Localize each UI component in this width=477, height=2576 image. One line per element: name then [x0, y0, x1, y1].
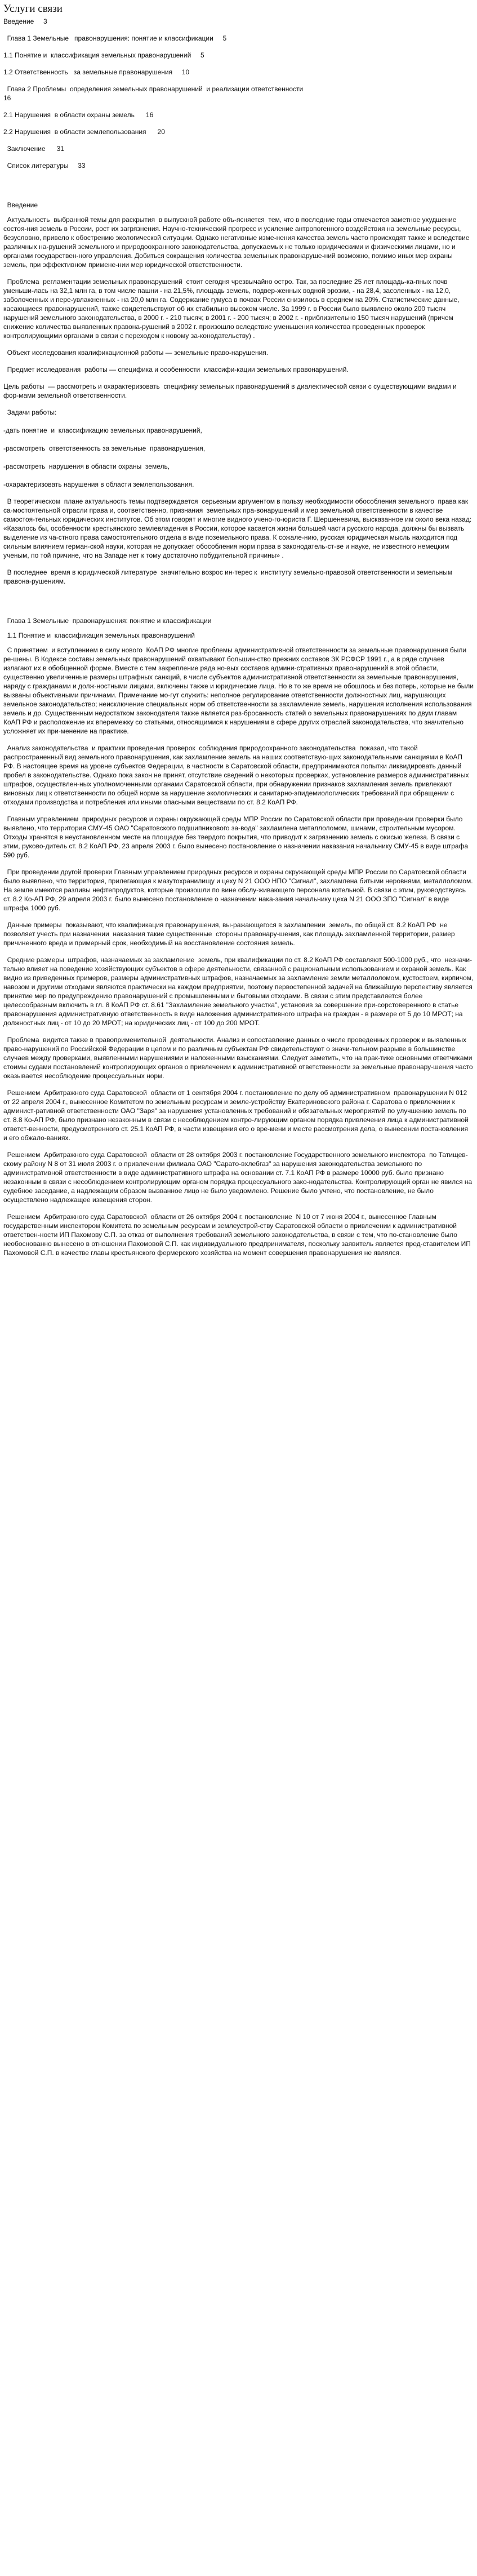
intro-paragraph: В последнее время в юридической литературе значительно возрос ин-терес к институту земельно-правовой ответственности и земельным правона-рушениям.	[3, 568, 454, 585]
intro-heading: Введение	[3, 201, 38, 209]
chapter-paragraph: Данные примеры показывают, что квалификация правонарушения, вы-ражающегося в захламлении земель, по общей ст. 8.2 КоАП РФ не позволяет учесть при назначении наказания такие существенные стороны правонару-шения, как площадь захламленной территории, размер причиненного вреда и примерный срок, необходимый на восстановление состояния земель.	[3, 921, 457, 947]
intro-paragraph: В теоретическом плане актуальность темы подтверждается серьезным аргументом в пользу необходимости обособления земельного права как са-мостоятельной отрасли права и, соответственно, признания земельных пра-вонарушений и мер земельной ответственности в качестве самостоя-тельных юридических институтов. Об этом говорят и многие видного учено-го-юриста Г. Шершеневича, высказанное им около века назад: «Казалось бы, особенности крестьянского землевладения в России, которое касается жизни большей части русского народа, должны бы вызвать выделение из ча-стного права самостоятельного отдела в виде поземельного права. К сожале-нию, русская юридическая мысль находится под сильным влиянием герман-ской науки, которая не допускает обособления норм права в законодатель-ст-ве и науке, не известного немецким ученым, по той причине, что на Западе нет к тому достаточно побудительной причины» .	[3, 497, 474, 559]
chapter-1-section	[3, 616, 474, 1257]
chapter-paragraph: При проведении другой проверки Главным управлением природных ресурсов и охраны окружающей среды МПР России по Саратовской области было выявлено, что территория, прилегающая к мазутохранилищу и цеху N 21 ООО НПО "Сигнал", захламлена битыми неровнями, металлоломом. На земле имеются разливы нефтепродуктов, которые произошли по вине обслу-живающего персонала котельной. В связи с этим, руководствуясь ст. 8.2 Ко-АП РФ, 29 апреля 2003 г. было вынесено постановление о назначении нака-зания начальнику цеха N 21 ООО ЗПО "Сигнал" в виде штрафа 1000 руб.	[3, 868, 475, 912]
intro-paragraph: Проблема регламентации земельных правонарушений стоит сегодня чрезвычайно остро. Так, за последние 25 лет площадь-ка-пных почв уменьши-лась на 32,1 млн га, в том числе пашни - на 21,5%, площадь земель, подвер-женных водной эрозии, - на 28,4, засоленных - на 12,0, заболоченных и пере-увлажненных - на 20,0 млн га. Содержание гумуса в почвах России снизилось в среднем на 20%. Статистические данные, касающиеся правонарушений, также свидетельствуют об их стабильно высоком числе. За 1999 г. в России было выявлено около 200 тысяч нарушений земельного законодательства, в 2000 г. - 210 тысяч; в 2001 г. - 200 тысяч; в 2002 г. - приблизительно 150 тысяч нарушений (причем снижение количества выявленных правона-рушений в 2002 г. произошло вследствие уменьшения количества проведенных проверок контролирующими органами в связи с переходом к новому за-конодательству) .	[3, 278, 461, 340]
intro-paragraph: Объект исследования квалификационной работы — земельные право-нарушения.	[3, 349, 269, 357]
intro-paragraph: Цель работы — рассмотреть и охарактеризовать специфику земельных правонарушений в диалектической связи с существующими видами и фор-мами земельной ответственности.	[3, 382, 459, 399]
chapter-paragraph: Решением Арбитражного суда Саратовской области от 26 октября 2004 г. постановление N 10 от 7 июня 2004 г., вынесенное Главным государственным инспектором Комитета по земельным ресурсам и землеустрой-ству Саратовской области о привлечении к административной ответствен-ности ИП Пахомову С.П. за отказ от выполнения требований земельного законодательства, в связи с тем, что по-становление было необоснованно вынесено в отношении Пахомовой С.П. как индивидуального предпринимателя, поскольку заявитель является пред-ставителем ИП Пахомовой С.П. в качестве главы крестьянского фермерского хозяйства на момент совершения правонарушения не являлся.	[3, 1213, 473, 1257]
introduction-section	[3, 201, 474, 586]
toc-chapter-1: Глава 1 Земельные правонарушения: понятие и классификации 5	[3, 34, 227, 42]
chapter-paragraph: Проблема видится также в правоприменительной деятельности. Анализ и сопоставление данных о числе проведенных проверок и выявленных право-нарушений по Российской Федерации в целом и по различным субъектам РФ свидетельствуют о значи-тельном разрыве в большинстве случаев между проверками, выявленными нарушениями и наложенными взысканиями. Следует заметить, что на прак-тике основными ответчиками стоимы судами постановлений контролирующих органов о привлечении к административной ответственности за земельные правонару-шения часто оказывается несоблюдение процессуальных норм.	[3, 1036, 475, 1080]
toc-section-2-2: 2.2 Нарушения в области землепользования 20	[3, 128, 165, 136]
intro-paragraph: Актуальность выбранной темы для раскрытия в выпускной работе объ-ясняется тем, что в последние годы отмечается заметное ухудшение состоя-ния земель в России, рост их загрязнения. Научно-технический прогресс и усиление антропогенного воздействия на земельные ресурсы, безусловно, привело к обострению экологической ситуации. Однако негативные изме-нения качества земель часто происходят также и вследствие различных на-рушений земельного и природоохранного законодательства, допускаемых не только юридическими и физическими лицами, но и органами государствен-ного управления. Добиться сокращения количества земельных правонаруше-ний возможно, помимо иных мер охраны земель, при эффективном примене-нии мер юридической ответственности.	[3, 216, 471, 269]
document-title: Услуги связи	[3, 3, 63, 15]
spacer	[3, 594, 474, 616]
intro-paragraph: Предмет исследования работы — специфика и особенности классифи-кации земельных правонарушений.	[3, 366, 349, 373]
chapter-paragraph: Решением Арбитражного суда Саратовской области от 1 сентября 2004 г. постановление по делу об административном правонарушении N 012 от 22 апреля 2004 г., вынесенное Комитетом по земельным ресурсам и земле-устройству Екатериновского района г. Саратова о привлечении к админист-ративной ответственности ОАО "Заря" за нарушения установленных требований и обязательных мероприятий по улучшению земель по ст. 8.8 Ко-АП РФ, было признано незаконным в связи с несоблюдением контро-лирующим органом порядка привлечения лица к административной ответст-венности, предусмотренного ст. 25.1 КоАП РФ, в части извещения его о вре-мени и месте рассмотрения дела, о вынесении постановления и его обжало-ваниях.	[3, 1089, 471, 1142]
toc-section-1-1: 1.1 Понятие и классификация земельных правонарушений 5	[3, 51, 204, 59]
table-of-contents	[3, 17, 474, 170]
chapter-paragraph: Решением Арбитражного суда Саратовской области от 28 октября 2003 г. постановление Государственного земельного инспектора по Татищев-скому району N 8 от 31 июля 2003 г. о привлечении филиала ОАО "Сарато-вхлебгаз" за нарушения законодательства земельного по административной ответственности в виде административного штрафа на основании ст. 7.1 КоАП РФ в размере 10000 руб. было признано незаконным в связи с несоблюдением контролирующим органом порядка процессуального зако-нодательства. Контролирующий орган не явился на судебное заседание, а надлежащим образом вызванное лицо не было уведомлено. Решение было учтено, что постановление, не было осуществлено надлежащее извещения сторон.	[3, 1151, 474, 1204]
spacer	[3, 178, 474, 201]
chapter-1-heading: Глава 1 Земельные правонарушения: понятие и классификации	[3, 617, 212, 625]
chapter-paragraph: С принятием и вступлением в силу нового КоАП РФ многие проблемы административной ответственности за земельные правонарушения были ре-шены. В Кодексе составы земельных правонарушений охватывают большин-ство прежних составов ЗК РСФСР 1991 г., а в ряде случаев излагают их в обобщенной форме. Вместе с тем закрепление ряда но-вых составов админи-стративных правонарушений в этой области, существенно увеличенные размеры штрафных санкций, в числе субъектов административной ответственности за земельные правонарушения, наряду с гражданами и долж-ностными лицами, включены также и юридические лица. Но в то же время не обошлось и без потерь, которые не были вызваны объективными причинами. Примечание мо-гут служить: неполное регулирование ответственности должностных лиц, нарушающих земельное законодательство; неисключение специальных норм об ответственности за захламление земель, нарушения исполнения использования земель и др. Существенным недостатком законодателя также является раз-бросанность статей о земельных правонарушениях по двум главам КоАП РФ и расположение их вперемежку со статьями, относящимися к нарушениям в сфере других отраслей законодательства, что значительно усложняет их при-менение на практике.	[3, 646, 476, 735]
section-1-1-heading: 1.1 Понятие и классификация земельных правонарушений	[3, 631, 195, 639]
toc-references: Список литературы 33	[3, 162, 86, 170]
document-page	[0, 0, 477, 1271]
toc-section-2-1: 2.1 Нарушения в области охраны земель 16	[3, 111, 154, 119]
chapter-paragraph: Главным управлением природных ресурсов и охраны окружающей среды МПР России по Саратовской области при проведении проверки было выявлено, что территория СМУ-45 ОАО "Саратовского подшипникового за-вода" захламлена металлоломом, шинами, строительным мусором. Отходы хранятся в неустановленном месте на площадке без твердого покрытия, что приводит к загрязнению земель с окисью железа. В связи с этим, руково-дитель ст. 8.2 КоАП РФ, 23 апреля 2003 г. было вынесено постановление о назначении наказания начальнику СМУ-45 в виде штрафа 590 руб.	[3, 815, 470, 859]
chapter-paragraph: Средние размеры штрафов, назначаемых за захламление земель, при квалификации по ст. 8.2 КоАП РФ составляют 500-1000 руб., что незначи-тельно влияет на поведение хозяйствующих субъектов в сфере деятельности, связанной с рациональным использованием и охраной земель. Как видно из приведенных примеров, размеры административных штрафов, назначаемых за захламление земли металлоломом, кустостоем, кирпичом, навозом и другими отходами являются практически на каждом предприятии, поэтому первостепенной задачей на ближайшую перспективу является принятие мер по предупреждению правонарушений с промышленными и бытовыми отходами. В связи с этим представляется более целесообразным включить в гл. 8 КоАП РФ ст. 8.61 "Захламление земельного участка", установив за совершение при-сорстоверенного в статье правонарушения административную ответственность в виде наложения административного штрафа на граждан - в размере от 5 до 10 МРОТ; на должностных лиц - от 10 до 20 МРОТ; на юридических лиц - от 100 до 200 МРОТ.	[3, 956, 475, 1027]
toc-chapter-2: Глава 2 Проблемы определения земельных правонарушений и реализации ответственности 16	[3, 85, 304, 102]
toc-intro: Введение 3	[3, 17, 47, 25]
intro-tasks: Задачи работы: -дать понятие и классификацию земельных правонарушений, -рассмотреть ответственность за земельные правонарушения, -рассмотреть нарушения в области охраны земель, -охарактеризовать нарушения в области землепользования.	[3, 408, 206, 488]
chapter-paragraph: Анализ законодательства и практики проведения проверок соблюдения природоохранного законодательства показал, что такой распространенный вид земельного правонарушения, как захламление земель на наших соответствую-щих законодательными санкциями в КоАП РФ. В настоящее время на уровне субъектов Федерации, в частности в Саратовской области, предпринимаются попытки ликвидировать данный пробел в законодательстве. Однако пока закон не принят, отсутствие сведений о некоторых проверках, установление размеров административных штрафов, осуществлен-ных уполномоченными органами Саратовской области, при обнаружении признаков захламления земель привлекают виновных лиц к ответственности по общей норме за нарушение экологических и санитарно-эпидемиологических требований при обращении с отходами производства и потребления или иными опасными веществами по ст. 8.2 КоАП РФ.	[3, 744, 471, 806]
toc-section-1-2: 1.2 Ответственность за земельные правонарушения 10	[3, 68, 190, 76]
toc-conclusion: Заключение 31	[3, 145, 64, 153]
